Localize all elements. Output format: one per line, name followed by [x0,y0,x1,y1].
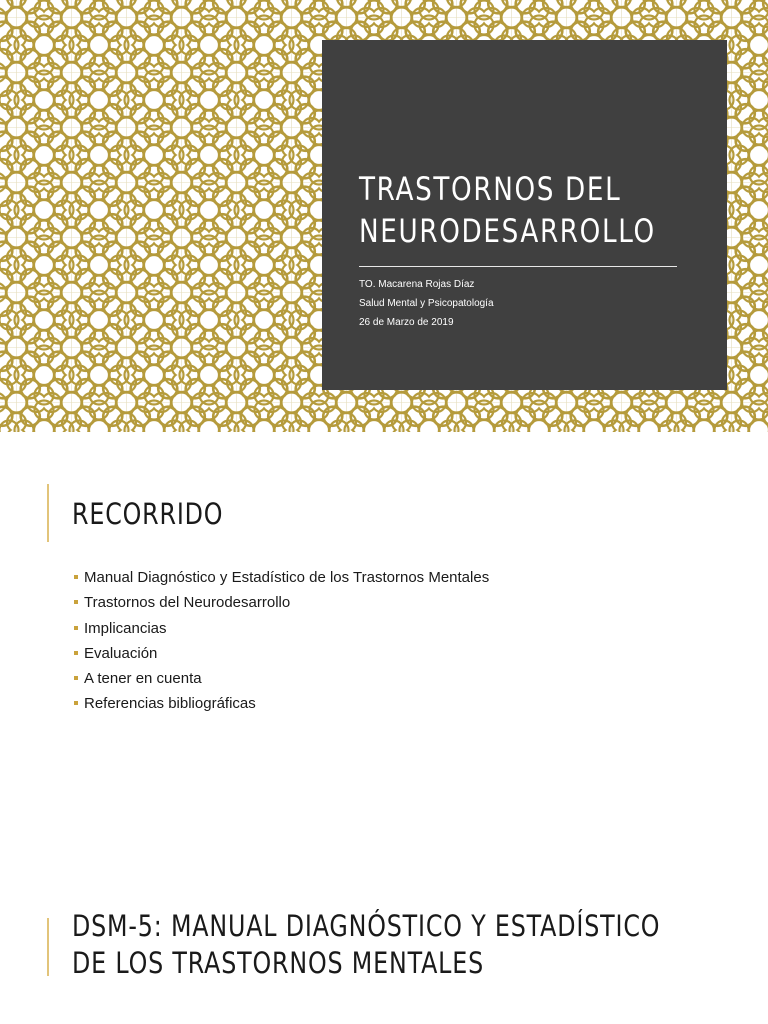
agenda-item-label: Referencias bibliográficas [84,695,256,713]
bullet-icon [74,575,78,579]
agenda-list [74,565,489,717]
presentation-subtitle [359,275,494,332]
bullet-icon [74,701,78,705]
agenda-item-label: Implicancias [84,619,167,637]
presentation-date: 26 de Marzo de 2019 [359,317,454,328]
agenda-item [74,666,489,691]
title-line: DE LOS TRASTORNOS MENTALES [72,946,485,980]
agenda-item-label: Manual Diagnóstico y Estadístico de los Trastornos Mentales [84,569,490,586]
dsm5-title [72,908,660,982]
agenda-item-label: Trastornos del Neurodesarrollo [84,594,291,612]
agenda-item-label: A tener en cuenta [84,670,202,688]
bullet-icon [74,600,78,604]
dsm5-slide [0,888,768,1024]
agenda-item [74,691,489,716]
title-line: TRASTORNOS DEL [359,170,622,208]
agenda-slide [0,444,768,876]
accent-bar [47,918,49,976]
agenda-item [74,616,489,641]
title-box [322,40,727,390]
title-divider [359,266,677,267]
title-line: DSM-5: MANUAL DIAGNÓSTICO Y ESTADÍSTICO [72,909,661,943]
bullet-icon [74,676,78,680]
presentation-title [359,168,656,252]
course-name: Salud Mental y Psicopatología [359,298,494,309]
agenda-item [74,590,489,615]
title-slide [0,0,768,432]
agenda-item [74,565,489,590]
author-name: TO. Macarena Rojas Díaz [359,279,475,290]
bullet-icon [74,626,78,630]
bullet-icon [74,651,78,655]
title-line: NEURODESARROLLO [359,212,656,250]
agenda-title: RECORRIDO [72,497,224,531]
agenda-item [74,641,489,666]
agenda-item-label: Evaluación [84,644,158,662]
accent-bar [47,484,49,542]
